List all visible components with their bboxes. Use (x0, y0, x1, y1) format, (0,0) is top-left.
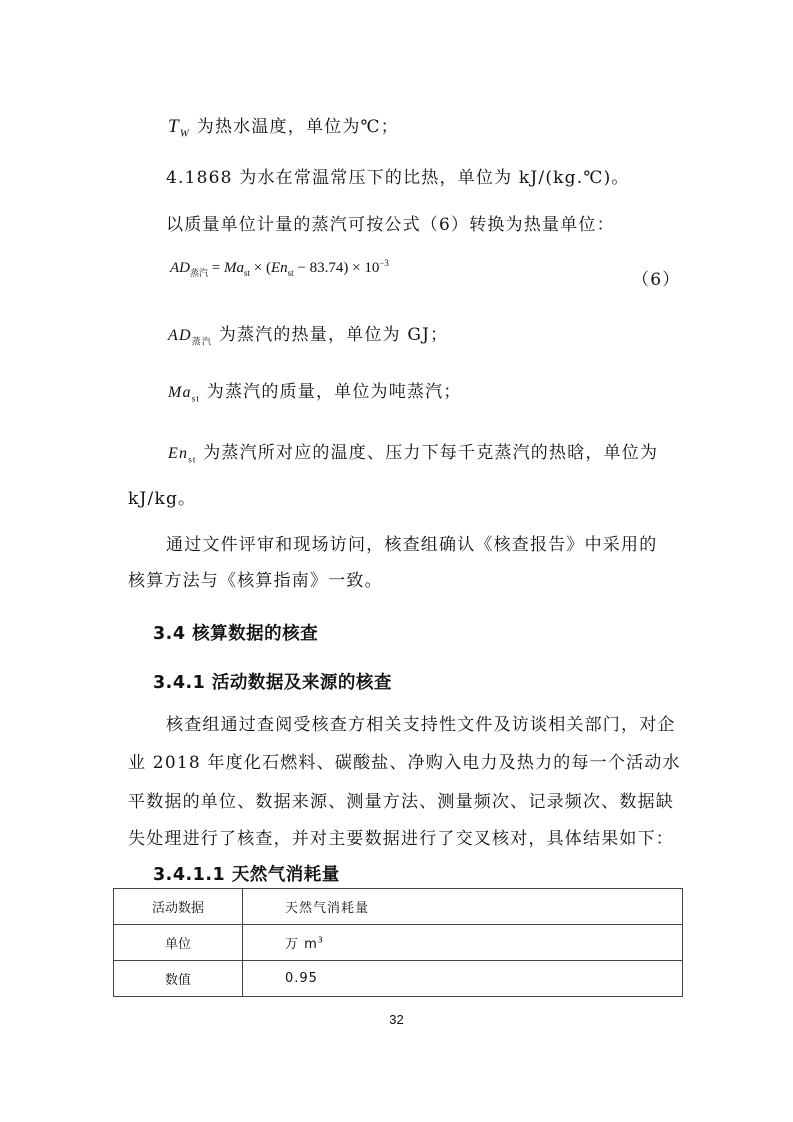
method-paragraph-line-1: 通过文件评审和现场访问，核查组确认《核查报告》中采用的 (166, 535, 658, 555)
tw-subscript: W (179, 127, 191, 140)
formula-en: En (270, 260, 288, 276)
formula-exp: −3 (379, 258, 389, 268)
table-row (114, 889, 683, 925)
ma-symbol: Ma (168, 384, 192, 401)
en-definition (168, 438, 658, 464)
formula-mid: × ( (250, 260, 271, 276)
formula-6 (170, 258, 389, 279)
section-heading-3-4: 3.4 核算数据的核查 (153, 624, 319, 644)
formula-st1: st (243, 268, 250, 278)
table-row (114, 961, 683, 997)
formula-number: （6） (632, 270, 681, 290)
natural-gas-table (113, 888, 683, 997)
ma-definition (168, 377, 462, 403)
formula-rest: − 83.74) × 10 (293, 260, 380, 276)
table-row (114, 925, 683, 961)
table-cell-value (243, 925, 683, 961)
section-heading-3-4-1-1: 3.4.1.1 天然气消耗量 (153, 865, 340, 885)
formula-ma: Ma (223, 260, 244, 276)
ad-text: 为蒸汽的热量，单位为 GJ； (212, 325, 449, 345)
ad-definition (168, 320, 448, 347)
ma-text: 为蒸汽的质量，单位为吨蒸汽； (200, 382, 462, 402)
formula-ad-sub: 蒸汽 (190, 269, 209, 279)
ad-subscript: 蒸汽 (191, 337, 213, 348)
formula-st2: st (287, 268, 294, 278)
en-symbol: En (168, 445, 189, 462)
table-cell-value: 天然气消耗量 (243, 889, 683, 925)
ma-subscript: st (191, 393, 201, 404)
en-text: 为蒸汽所对应的温度、压力下每千克蒸汽的热晗，单位为 (196, 443, 659, 463)
unit-superscript: 3 (317, 935, 324, 945)
tw-text: 为热水温度，单位为℃； (190, 117, 399, 137)
en-continuation: kJ/kg。 (128, 489, 197, 509)
tw-symbol: T (168, 116, 180, 137)
formula-eq: = (208, 260, 224, 276)
method-paragraph-line-2: 核算方法与《核算指南》一致。 (128, 571, 383, 591)
section-heading-3-4-1: 3.4.1 活动数据及来源的核查 (153, 673, 392, 693)
ad-symbol: AD (168, 327, 192, 344)
en-subscript: st (188, 454, 197, 465)
verification-paragraph-line-2: 业 2018 年度化石燃料、碳酸盐、净购入电力及热力的每一个活动水 (128, 753, 681, 773)
table-cell-label: 数值 (114, 961, 243, 997)
table-cell-label: 活动数据 (114, 889, 243, 925)
steam-conversion-intro: 以质量单位计量的蒸汽可按公式（6）转换为热量单位： (166, 215, 615, 235)
page-number: 32 (389, 1012, 404, 1027)
verification-paragraph-line-4: 失处理进行了核查，并对主要数据进行了交叉核对，具体结果如下： (128, 829, 674, 849)
table-cell-value: 0.95 (243, 961, 683, 997)
specific-heat-line: 4.1868 为水在常温常压下的比热，单位为 kJ/(kg.℃)。 (166, 168, 630, 188)
table-cell-label: 单位 (114, 925, 243, 961)
tw-definition (168, 112, 399, 139)
formula-ad: AD (170, 260, 190, 276)
unit-text: 万 m (285, 937, 318, 952)
verification-paragraph-line-3: 平数据的单位、数据来源、测量方法、测量频次、记录频次、数据缺 (128, 792, 674, 812)
verification-paragraph-line-1: 核查组通过查阅受核查方相关支持性文件及访谈相关部门，对企 (166, 715, 676, 735)
